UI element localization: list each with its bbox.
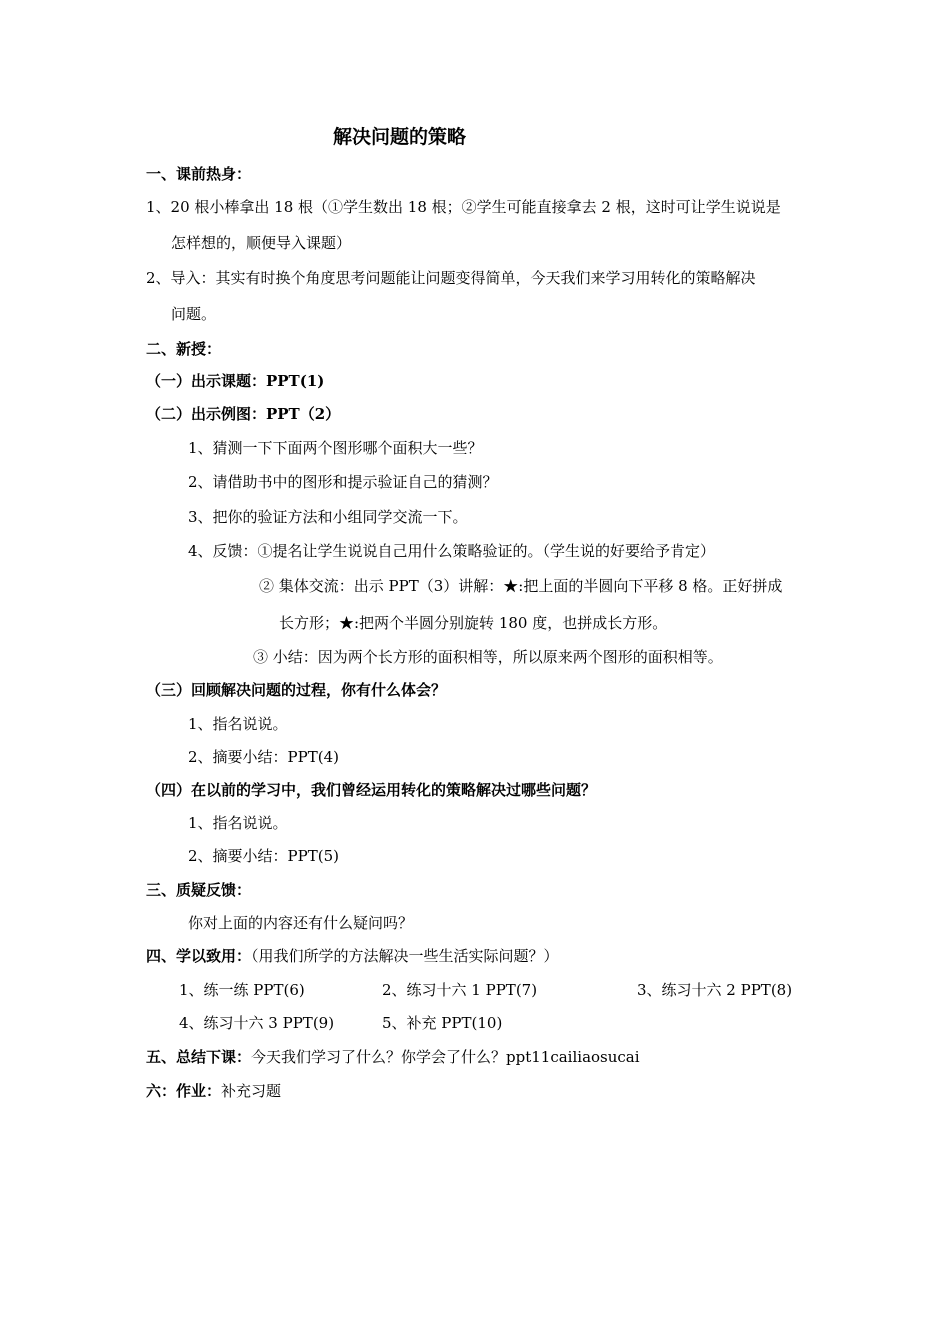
paragraph-line: 怎样想的，顺便导入课题）	[171, 234, 352, 252]
heading-label: 三、质疑反馈：	[146, 881, 252, 899]
list-item: 2、摘要小结：PPT(4)	[188, 748, 339, 766]
paragraph-line: 问题。	[171, 305, 217, 323]
heading-label: （四）在以前的学习中，我们曾经运用转化的策略解决过哪些问题？	[146, 781, 597, 799]
exercise-item: 2、练习十六 1 PPT(7)	[382, 981, 538, 999]
heading-label: （二）出示例图：PPT（2）	[146, 405, 341, 423]
list-item: 3、把你的验证方法和小组同学交流一下。	[188, 508, 468, 526]
list-item: ② 集体交流：出示 PPT（3）讲解：★:把上面的半圆向下平移 8 格。正好拼成	[259, 577, 783, 595]
exercise-item: 4、练习十六 3 PPT(9)	[179, 1014, 335, 1032]
section-heading-6	[146, 1081, 281, 1101]
list-item: 2、摘要小结：PPT(5)	[188, 847, 339, 865]
subsection-heading	[146, 680, 446, 700]
document-title: 解决问题的策略	[333, 126, 467, 148]
paragraph-line: 2、导入：其实有时换个角度思考问题能让问题变得简单，今天我们来学习用转化的策略解决	[146, 269, 756, 287]
list-item: 2、请借助书中的图形和提示验证自己的猜测？	[188, 473, 498, 491]
list-item: 1、指名说说。	[188, 715, 288, 733]
section-heading-3	[146, 880, 251, 900]
heading-label: 六：作业：	[146, 1082, 222, 1100]
exercise-item: 1、练一练 PPT(6)	[179, 981, 305, 999]
list-item: 1、猜测一下下面两个图形哪个面积大一些？	[188, 439, 483, 457]
section-heading-5	[146, 1047, 640, 1067]
heading-label: 一、课前热身：	[146, 165, 252, 183]
subsection-heading	[146, 371, 324, 391]
list-item: ③ 小结：因为两个长方形的面积相等，所以原来两个图形的面积相等。	[253, 648, 723, 666]
paragraph-line: 你对上面的内容还有什么疑问吗？	[188, 914, 414, 932]
exercise-item: 5、补充 PPT(10)	[382, 1014, 503, 1032]
subsection-heading	[146, 404, 340, 424]
heading-label: （一）出示课题：PPT(1)	[146, 372, 325, 390]
section-heading-4	[146, 946, 559, 966]
section-heading-1	[146, 164, 251, 184]
heading-label: （三）回顾解决问题的过程，你有什么体会？	[146, 681, 447, 699]
section-heading-2	[146, 339, 221, 359]
heading-label: 二、新授：	[146, 340, 222, 358]
heading-label: 四、学以致用：	[146, 947, 252, 965]
subsection-heading	[146, 780, 596, 800]
paragraph-line: 1、20 根小棒拿出 18 根（①学生数出 18 根；②学生可能直接拿去 2 根，这时可让学生说说是	[146, 198, 781, 216]
list-item: 4、反馈：①提名让学生说说自己用什么策略验证的。（学生说的好要给予肯定）	[188, 542, 716, 560]
list-item: 长方形；★:把两个半圆分别旋转 180 度，也拼成长方形。	[279, 614, 668, 632]
heading-text: 今天我们学习了什么？你学会了什么？ppt11cailiaosucai	[251, 1048, 640, 1066]
list-item: 1、指名说说。	[188, 814, 288, 832]
exercise-item: 3、练习十六 2 PPT(8)	[637, 981, 793, 999]
heading-text: （用我们所学的方法解决一些生活实际问题？）	[251, 947, 559, 965]
heading-label: 五、总结下课：	[146, 1048, 252, 1066]
heading-text: 补充习题	[221, 1082, 282, 1100]
